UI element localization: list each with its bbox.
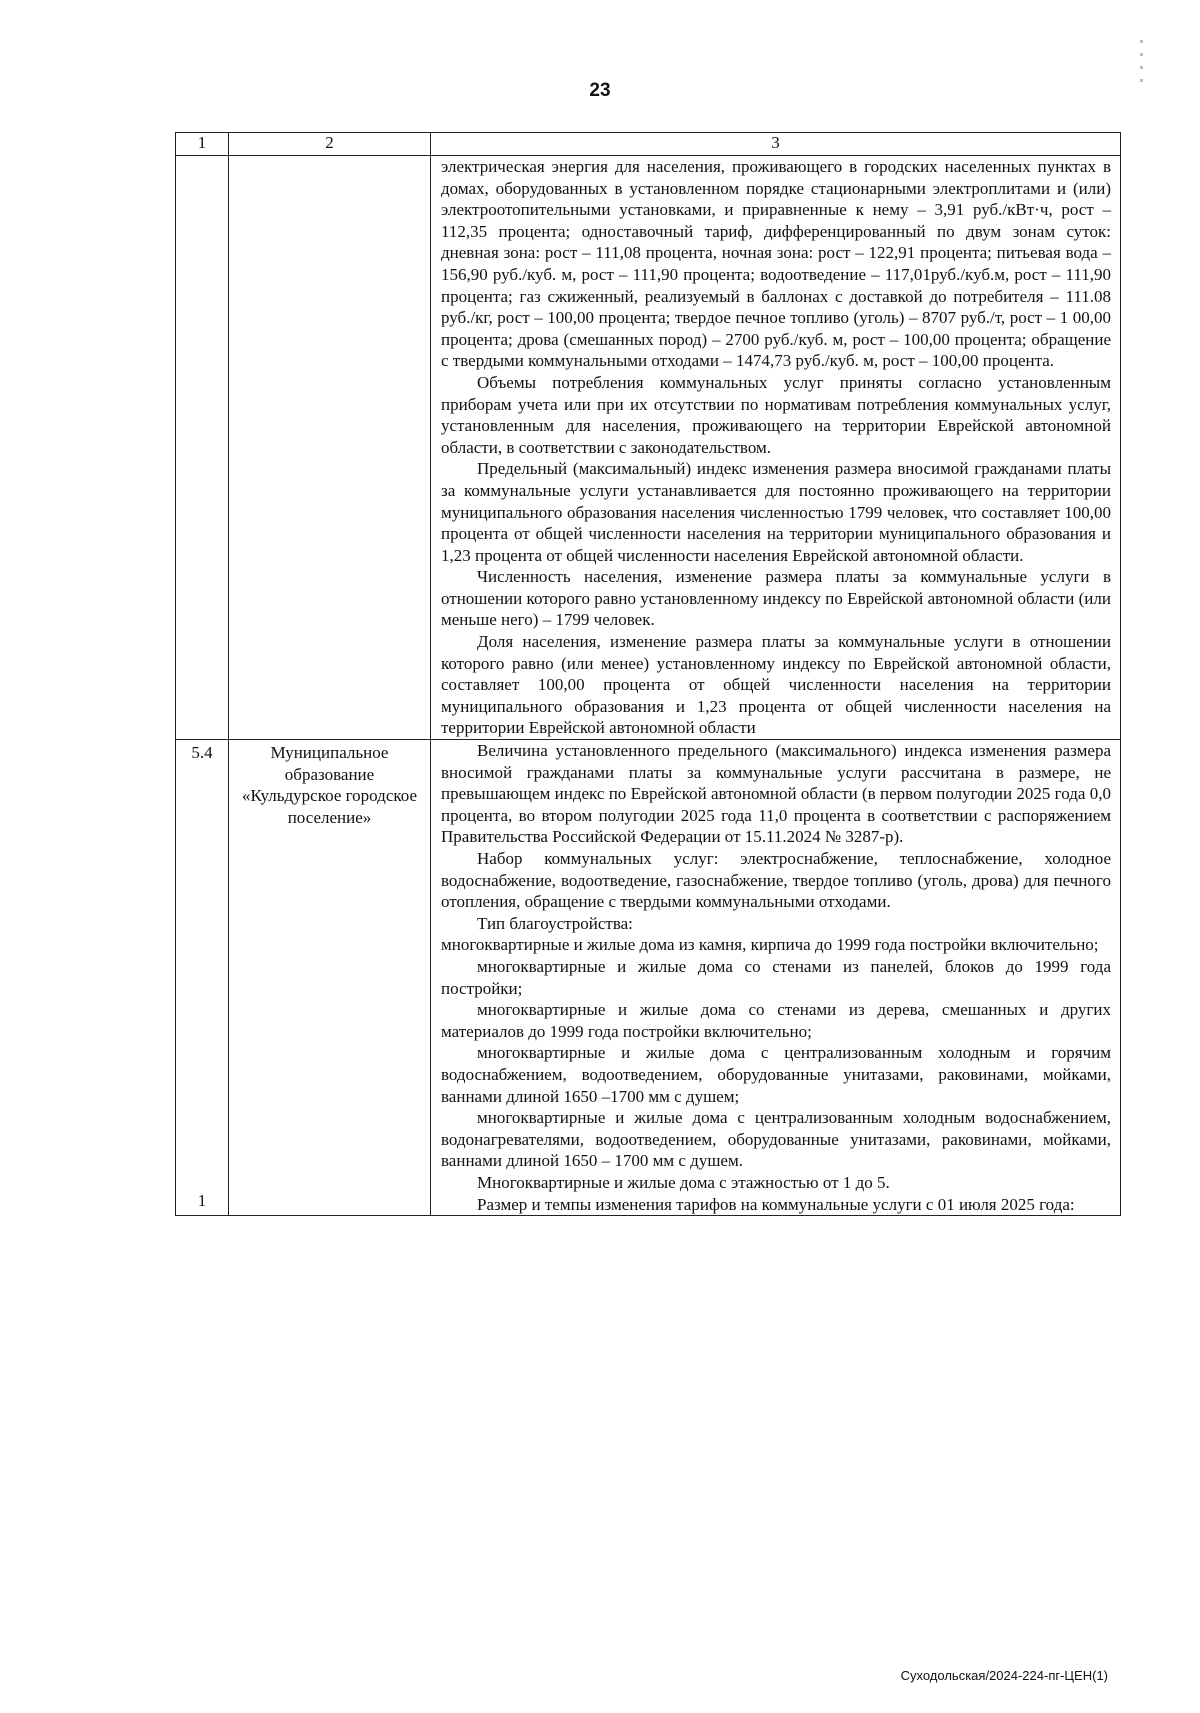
housing-type-item: многоквартирные и жилые дома со стенами из дерева, смешанных и других материалов до 1999 года постройки включительно; xyxy=(441,1000,1111,1041)
municipality-name: Муниципальное образование «Кульдурское городское поселение» xyxy=(229,740,431,1216)
row-number-cell xyxy=(176,740,229,1216)
population-paragraph: Численность населения, изменение размера платы за коммунальные услуги в отношении которого равно установленному индексу по Еврейской автономной области (или меньше него) – 1799 человек. xyxy=(441,567,1111,630)
table-header-row xyxy=(176,133,1121,156)
improvement-type-heading: Тип благоустройства: xyxy=(477,913,633,933)
continuation-number-cell xyxy=(176,156,229,740)
tariffs-paragraph: электрическая энергия для населения, проживающего в городских населенных пунктах в домах, оборудованных в установленном порядке стационарными электроплитами и (или) электроотопительными установками, и приравненные к нему – 3,91 руб./кВт·ч, рост – 112,35 процента; одноставочный тариф, дифференцированный по двум зонам суток: дневная зона: рост – 111,08 процента, ночная зона: рост – 122,91 процента; питьевая вода – 156,90 руб./куб. м, рост – 111,90 процента; водоотведение – 117,01руб./куб.м, рост – 111,90 процента; газ сжиженный, реализуемый в баллонах с доставкой до потребителя – 111.08 руб./кг, рост – 100,00 процента; твердое печное топливо (уголь) – 8707 руб./т, рост – 1 00,00 процента; дрова (смешанных пород) – 2700 руб./куб. м, рост – 100,00 процента; обращение с твердыми коммунальными отходами – 1474,73 руб./куб. м, рост – 100,00 процента. xyxy=(441,157,1111,371)
column-header-3: 3 xyxy=(431,133,1121,156)
housing-type-item: многоквартирные и жилые дома из камня, кирпича до 1999 года постройки включительно; xyxy=(441,935,1099,955)
row-5-4-text-cell xyxy=(431,740,1121,1216)
document-code: Суходольская/2024-224-пг-ЦЕН(1) xyxy=(900,1668,1108,1683)
continuation-text-cell xyxy=(431,156,1121,740)
tariff-changes-paragraph: Размер и темпы изменения тарифов на коммунальные услуги с 01 июля 2025 года: xyxy=(477,1194,1075,1214)
tariff-table xyxy=(175,132,1121,1216)
table-row-5-4 xyxy=(176,740,1121,1216)
continuation-entity-cell xyxy=(229,156,431,740)
max-index-paragraph: Предельный (максимальный) индекс изменения размера вносимой гражданами платы за коммунальные услуги устанавливается для постоянно проживающего на территории муниципального образования населения численностью 1799 человек, что составляет 100,00 процента от общей численности населения на территории муниципального образования и 1,23 процента от общей численности населения Еврейской автономной области. xyxy=(441,459,1111,565)
housing-type-item: многоквартирные и жилые дома с централизованным холодным водоснабжением, водонагревателями, водоотведением, оборудованные унитазами, раковинами, мойками, ваннами длиной 1650 – 1700 мм с душем. xyxy=(441,1108,1111,1171)
housing-type-item: многоквартирные и жилые дома со стенами из панелей, блоков до 1999 года постройки; xyxy=(441,956,1111,998)
services-set-paragraph: Набор коммунальных услуг: электроснабжение, теплоснабжение, холодное водоснабжение, водоотведение, газоснабжение, твердое топливо (уголь, дрова) для печного отопления, обращение с твердыми коммунальными отходами. xyxy=(441,849,1111,912)
consumption-paragraph: Объемы потребления коммунальных услуг приняты согласно установленным приборам учета или при их отсутствии по нормативам потребления коммунальных услуг, установленным для населения, проживающего на территории Еврейской автономной области, в соответствии с законодательством. xyxy=(441,372,1111,457)
page-number: 23 xyxy=(589,80,611,101)
table-row-continuation xyxy=(176,156,1121,740)
column-header-1: 1 xyxy=(176,133,229,156)
row-number: 5.4 xyxy=(191,743,213,763)
row-number-bottom: 1 xyxy=(197,1190,207,1210)
storeys-paragraph: Многоквартирные и жилые дома с этажностью от 1 до 5. xyxy=(477,1172,890,1192)
housing-type-item: многоквартирные и жилые дома с централизованным холодным и горячим водоснабжением, водоотведением, оборудованные унитазами, раковинами, мойками, ваннами длиной 1650 –1700 мм с душем; xyxy=(441,1043,1111,1106)
population-share-paragraph: Доля населения, изменение размера платы за коммунальные услуги в отношении которого равно (или менее) установленному индексу по Еврейской автономной области, составляет 100,00 процента от общей численности населения на территории муниципального образования и 1,23 процента от общей численности населения на территории Еврейской автономной области xyxy=(441,632,1111,738)
column-header-2: 2 xyxy=(229,133,431,156)
index-value-paragraph: Величина установленного предельного (максимального) индекса изменения размера вносимой гражданами платы за коммунальные услуги рассчитана в размере, не превышающем индекс по Еврейской автономной области (в первом полугодии 2025 года 0,0 процента, во втором полугодии 2025 года 11,0 процента в соответствии с распоряжением Правительства Российской Федерации от 15.11.2024 № 3287-р). xyxy=(441,741,1111,847)
